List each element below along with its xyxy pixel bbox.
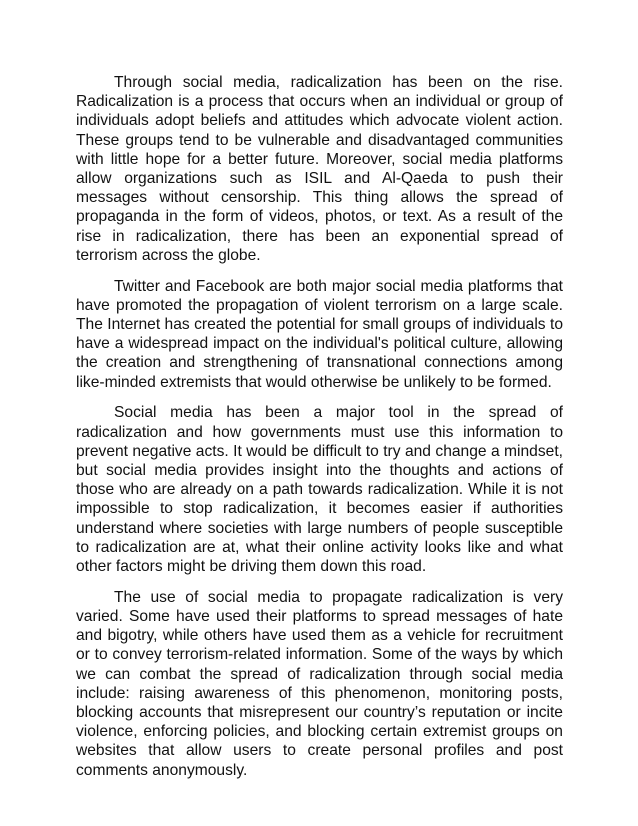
paragraph-4: The use of social media to propagate radicalization is very varied. Some have used their platforms to spread messages of hate and bigotry, while others have used them as a vehicle for recruitment or to convey terrorism-related information. Some of the ways by which we can combat the spread of radicalization through social media include: raising awareness of this phenomenon, monitoring posts, blocking accounts that misrepresent our country’s reputation or incite violence, enforcing policies, and blocking certain extremist groups on websites that allow users to create personal profiles and post comments anonymously.: [76, 588, 563, 779]
paragraph-3: Social media has been a major tool in the spread of radicalization and how governments must use this information to prevent negative acts. It would be difficult to try and change a mindset, but social media provides insight into the thoughts and actions of those who are already on a path towards radicalization. While it is not impossible to stop radicalization, it becomes easier if authorities understand where societies with large numbers of people susceptible to radicalization are at, what their online activity looks like and what other factors might be driving them down this road.: [76, 404, 563, 576]
paragraph-2: Twitter and Facebook are both major social media platforms that have promoted the propagation of violent terrorism on a large scale. The Internet has created the potential for small groups of individuals to have a widespread impact on the individual's political culture, allowing the creation and strengthening of transnational connections among like-minded extremists that would otherwise be unlikely to be formed.: [76, 277, 563, 391]
paragraph-1: Through social media, radicalization has been on the rise. Radicalization is a process that occurs when an individual or group of individuals adopt beliefs and attitudes which advocate violent action. These groups tend to be vulnerable and disadvantaged communities with little hope for a better future. Moreover, social media platforms allow organizations such as ISIL and Al-Qaeda to push their messages without censorship. This thing allows the spread of propaganda in the form of videos, photos, or text. As a result of the rise in radicalization, there has been an exponential spread of terrorism across the globe.: [76, 74, 563, 264]
document-body: [76, 73, 563, 791]
